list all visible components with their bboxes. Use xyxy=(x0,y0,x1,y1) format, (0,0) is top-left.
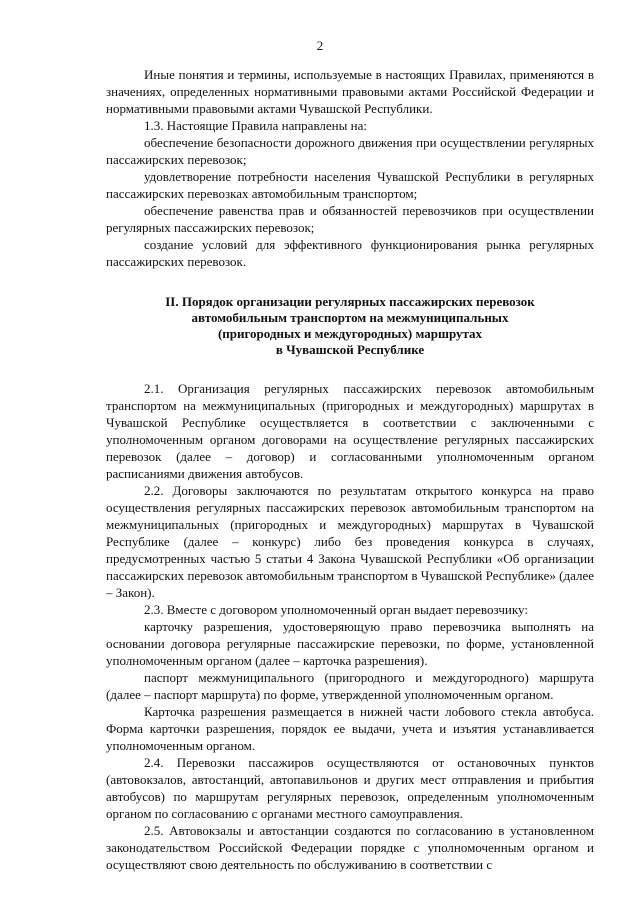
paragraph-1-3: 1.3. Настоящие Правила направлены на: xyxy=(144,118,367,133)
paragraph-route-passport: паспорт межмуниципального (пригородного и междугородного) маршрута (далее – паспорт маршрута) по форме, утвержденной уполномоченным органом. xyxy=(106,670,594,702)
paragraph-2-3: 2.3. Вместе с договором уполномоченный орган выдает перевозчику: xyxy=(144,602,528,617)
paragraph-2-4: 2.4. Перевозки пассажиров осуществляются от остановочных пунктов (автовокзалов, автостанций, автопавильонов и других мест отправления и прибытия автобусов) по маршрутам регулярных перевозок, определенным уполномоченным органом по согласованию с органами местного самоуправления. xyxy=(106,755,594,821)
page-number: 2 xyxy=(316,38,324,53)
list-item-safety: обеспечение безопасности дорожного движения при осуществлении регулярных пассажирских перевозок; xyxy=(106,135,594,167)
section-heading-line: (пригородных и междугородных) маршрутах xyxy=(217,326,483,341)
section-heading-line: в Чувашской Республике xyxy=(275,342,425,357)
section-heading-line: автомобильным транспортом на межмуниципальных xyxy=(191,310,509,325)
section-heading xyxy=(106,294,594,358)
list-item-needs: удовлетворение потребности населения Чувашской Республики в регулярных пассажирских перевозках автомобильным транспортом; xyxy=(106,169,594,201)
paragraph-2-2: 2.2. Договоры заключаются по результатам открытого конкурса на право осуществления регулярных пассажирских перевозок автомобильным транспортом на межмуниципальных (пригородных и междугородных) маршрутах в Чувашской Республике (далее – конкурс) либо без проведения конкурса в случаях, предусмотренных частью 5 статьи 4 Закона Чувашской Республики «Об организации пассажирских перевозок автомобильным транспортом в Чувашской Республике» (далее – Закон). xyxy=(106,483,594,600)
list-item-market: создание условий для эффективного функционирования рынка регулярных пассажирских перевозок. xyxy=(106,237,594,269)
section-heading-line: II. Порядок организации регулярных пассажирских перевозок xyxy=(165,294,535,309)
paragraph-card-placement: Карточка разрешения размещается в нижней части лобового стекла автобуса. Форма карточки разрешения, порядок ее выдачи, учета и изъятия устанавливается уполномоченным органом. xyxy=(106,704,594,753)
list-item-equality: обеспечение равенства прав и обязанностей перевозчиков при осуществлении регулярных пассажирских перевозок; xyxy=(106,203,594,235)
paragraph-terms: Иные понятия и термины, используемые в настоящих Правилах, применяются в значениях, определенных нормативными правовыми актами Российской Федерации и нормативными правовыми актами Чувашской Республики. xyxy=(106,67,594,116)
document-body xyxy=(106,66,594,873)
paragraph-2-5: 2.5. Автовокзалы и автостанции создаются по согласованию в установленном законодательством Российской Федерации порядке с уполномоченным органом и осуществляют свою деятельность по обслуживанию в соответствии с xyxy=(106,823,594,872)
paragraph-2-1: 2.1. Организация регулярных пассажирских перевозок автомобильным транспортом на межмуниципальных (пригородных и междугородных) маршрутах в Чувашской Республике осуществляется в соответствии с заключенными с уполномоченным органом договорами на осуществление регулярных пассажирских перевозок (далее – договор) и согласованными уполномоченным органом расписаниями движения автобусов. xyxy=(106,381,594,481)
paragraph-permit-card: карточку разрешения, удостоверяющую право перевозчика выполнять на основании договора регулярные пассажирские перевозки, по форме, установленной уполномоченным органом (далее – карточка разрешения). xyxy=(106,619,594,668)
